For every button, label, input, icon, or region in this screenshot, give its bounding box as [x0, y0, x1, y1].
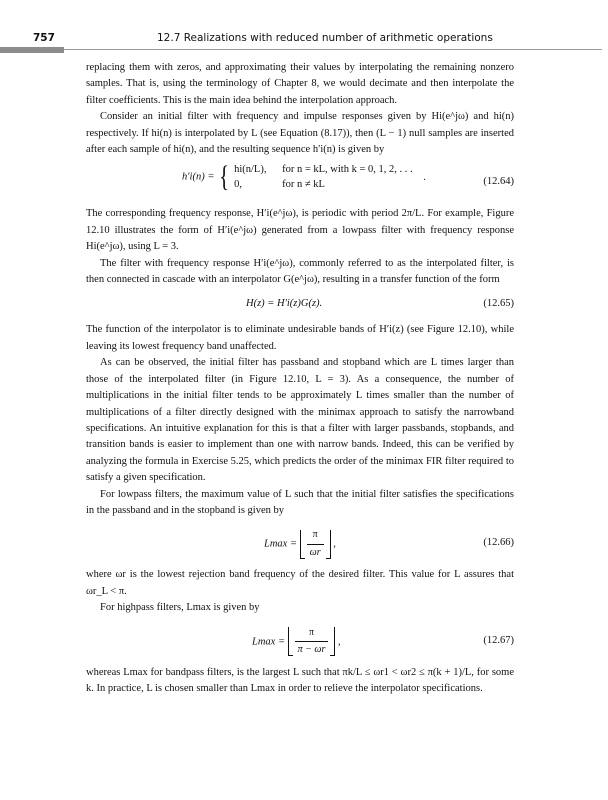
paragraph-8: where ωr is the lowest rejection band frequency of the desired filter. This value for L assures that ωr_L < π. [86, 569, 514, 597]
running-title: 12.7 Realizations with reduced number of arithmetic operations [157, 32, 493, 44]
running-header [0, 32, 608, 48]
eq1-case1-cond: for n = kL, with k = 0, 1, 2, . . . [282, 164, 413, 176]
eq3-numerator: π [307, 527, 324, 544]
equation-12-64 [86, 162, 514, 202]
eq4-tail: , [338, 635, 341, 647]
eq3-floor-left [300, 530, 305, 559]
page-number: 757 [33, 32, 55, 44]
paragraph-1: replacing them with zeros, and approximating their values by interpolating the remaining nonzero samples. That is, using the terminology of Chapter 8, we would decimate and then interpolate the filter coefficients. This is the main idea behind the interpolation approach. [86, 62, 514, 106]
eq2-number: (12.65) [483, 298, 514, 310]
paragraph-7: For lowpass filters, the maximum value of L such that the initial filter satisfies the specifications in the passband and in the stopband is given by [86, 488, 514, 516]
page-body [86, 60, 514, 697]
eq3-lhs: Lmax = [264, 538, 298, 550]
eq3-fraction [307, 527, 324, 561]
eq4-denominator: π − ωr [297, 643, 326, 655]
eq3-tail: , [333, 538, 336, 550]
eq3-number: (12.66) [483, 537, 514, 549]
header-rule [64, 49, 602, 50]
eq3-floor-right [326, 530, 331, 559]
paragraph-4: The filter with frequency response H′i(e^jω), commonly referred to as the interpolated filter, is then connected in cascade with an interpolator G(e^jω), resulting in a transfer function of the form [86, 257, 514, 286]
eq4-lhs: Lmax = [252, 635, 286, 647]
eq1-tail: . [423, 171, 426, 183]
eq1-brace: { [219, 160, 230, 194]
eq4-floor-left [288, 627, 293, 656]
paragraph-9: For highpass filters, Lmax is given by [100, 602, 260, 614]
header-accent-bar [0, 47, 64, 53]
eq4-number: (12.67) [483, 634, 514, 646]
equation-12-65 [86, 292, 514, 316]
paragraph-3: The corresponding frequency response, H′i(e^jω), is periodic with period 2π/L. For example, Figure 12.10 illustrates the form of H′i(e^jω) generated from a lowpass filter with frequency response Hi(e^jω), using L = 3. [86, 208, 514, 253]
paragraph-10: whereas Lmax for bandpass filters, is the largest L such that πk/L ≤ ωr1 < ωr2 ≤ π(k + 1)/L, for some k. In practice, L is chosen smaller than Lmax in order to relieve the interpolator specifications. [86, 666, 514, 694]
eq1-case1-expr: hi(n/L), [234, 164, 267, 176]
equation-12-66 [86, 523, 514, 563]
equation-12-67 [86, 621, 514, 661]
eq3-denominator: ωr [309, 546, 321, 558]
eq4-numerator: π [295, 625, 329, 642]
eq1-number: (12.64) [483, 176, 514, 188]
paragraph-2: Consider an initial filter with frequency and impulse responses given by Hi(e^jω) and hi(n) respectively. If hi(n) is interpolated by L (see Equation (8.17)), then (L − 1) null samples are inserted after each sample of hi(n), and the resulting sequence h′i(n) is given by [86, 111, 514, 156]
eq1-case2-expr: 0, [234, 179, 242, 191]
eq1-cases [234, 162, 413, 192]
paragraph-6: As can be observed, the initial filter has passband and stopband which are L times larger than those of the interpolated filter (in Figure 12.10, L = 3). As a consequence, the number of multiplications in the initial filter tends to be approximately L times smaller than the number of multiplications of a filter directly designed with the minimax approach to satisfy the narrowband specifications. An intuitive explanation for this is that a filter with larger passbands, stopbands, and transition bands is easier to implement than one with narrow bands. Indeed, this can be verified by analyzing the formula in Exercise 5.25, which predicts the order of the minimax FIR filter required to satisfy a given specification. [86, 357, 514, 484]
eq2-expression: H(z) = H′i(z)G(z). [246, 298, 323, 310]
eq4-fraction [295, 625, 329, 659]
eq1-lhs: h′i(n) = [182, 171, 215, 183]
eq1-case2-cond: for n ≠ kL [282, 179, 325, 191]
paragraph-5: The function of the interpolator is to eliminate undesirable bands of H′i(z) (see Figure 12.10), while leaving its lowest frequency band unaffected. [86, 324, 514, 352]
eq4-floor-right [330, 627, 335, 656]
